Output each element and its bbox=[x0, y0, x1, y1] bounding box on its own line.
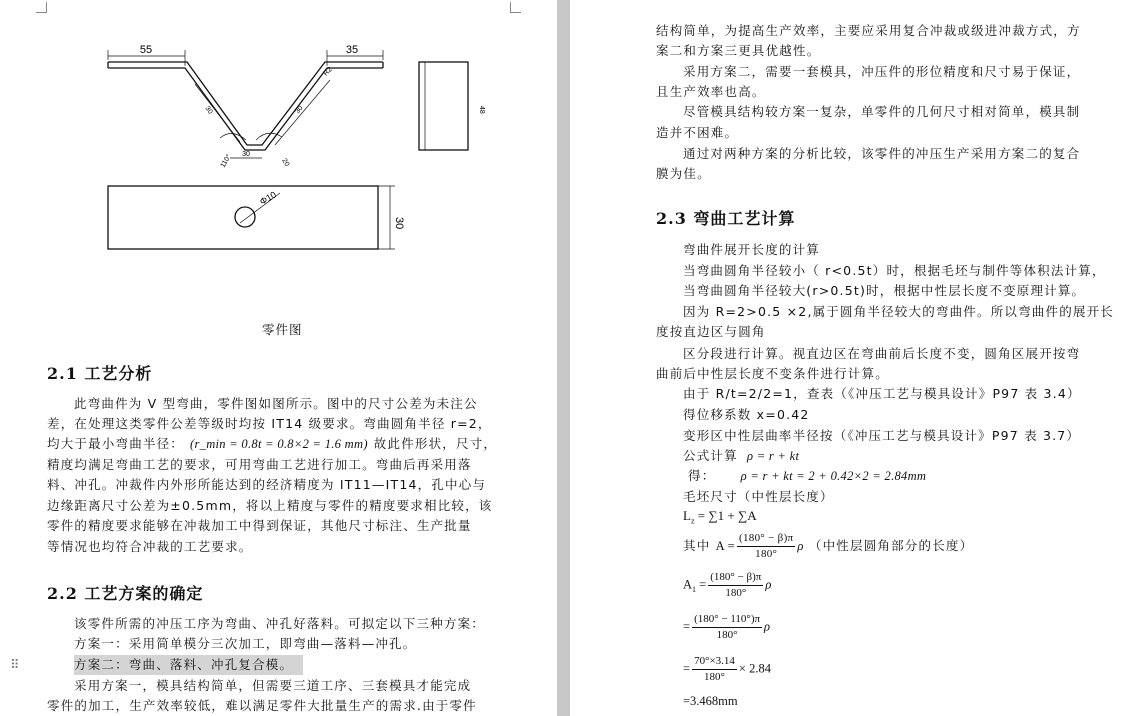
document-page-left bbox=[0, 0, 557, 716]
dim-110: 110° bbox=[219, 153, 233, 169]
paragraph-line bbox=[47, 434, 497, 454]
a1-substitution: = $\frac{(180^\circ - 110^\circ)\pi}{180^\circ}$ ρ bbox=[683, 613, 771, 641]
paragraph-line: 等情况也均符合冲裁的工艺要求。 bbox=[47, 539, 253, 554]
paragraph-line: 造并不困难。 bbox=[656, 125, 739, 140]
top-view bbox=[108, 186, 378, 249]
paragraph-line bbox=[683, 446, 799, 466]
dim-30-height: 30 bbox=[393, 217, 405, 230]
dim-55: 55 bbox=[139, 44, 153, 56]
inline-text: 均大于最小弯曲半径： bbox=[47, 436, 185, 451]
rmin-formula: (r_min = 0.8t = 0.8×2 = 1.6 mm) bbox=[190, 437, 368, 451]
paragraph-line: 区分段进行计算。视直边区在弯曲前后长度不变，圆角区展开按弯 bbox=[683, 346, 1081, 361]
paragraph-line: 弯曲件展开长度的计算 bbox=[683, 242, 821, 257]
blank-length-equation: $L_z = \sum 1 + \sum A$ bbox=[683, 508, 757, 526]
dim-30-left-slope: 30 bbox=[203, 105, 214, 116]
a-lhs: A = bbox=[715, 539, 736, 553]
rho-symbol: ρ bbox=[797, 539, 804, 553]
paragraph-line: 由于 R/t=2/2=1，查表（《冲压工艺与模具设计》P97 表 3.4） bbox=[683, 386, 1081, 401]
dim-phi10: Φ10 bbox=[258, 189, 278, 207]
section-2-3-title: 2.3 弯曲工艺计算 bbox=[656, 209, 796, 228]
paragraph-line: 通过对两种方案的分析比较，该零件的冲压生产采用方案二的复合 bbox=[683, 146, 1081, 161]
a1-result: =3.468mm bbox=[683, 694, 738, 708]
dim-30-bottom: 30 bbox=[242, 151, 250, 158]
paragraph-line: 案二和方案三更具优越性。 bbox=[656, 43, 821, 58]
inline-text: 其中 bbox=[683, 538, 711, 553]
a1-equation: $A_1$ = $\frac{(180^\circ - \beta)\pi}{180^\circ}$ ρ bbox=[683, 571, 772, 599]
dim-r2: R2 bbox=[322, 66, 334, 78]
inline-text: 得： bbox=[688, 468, 716, 483]
dim-30-right-slope: 30 bbox=[294, 104, 305, 116]
paragraph-line: 零件的精度要求能够在冲裁加工中得到保证，其他尺寸标注、生产批量 bbox=[47, 518, 472, 533]
inline-text: 公式计算 bbox=[683, 448, 738, 463]
paragraph-line: 毛坯尺寸（中性层长度） bbox=[683, 489, 834, 504]
a1-numeric: = $\frac{70^\circ\times 3.14}{180^\circ}$ × 2.84 bbox=[683, 655, 771, 683]
paragraph-line: 变形区中性层曲率半径按（《冲压工艺与模具设计》P97 表 3.7） bbox=[683, 428, 1081, 443]
paragraph-line: 尽管模具结构较方案一复杂，单零件的几何尺寸相对简单，模具制 bbox=[683, 104, 1081, 119]
paragraph-line: 边缘距离尺寸公差为±0.5mm，将以上精度与零件的精度要求相比较，该 bbox=[47, 498, 493, 513]
paragraph-line: 差，在处理这类零件公差等级时均按 IT14 级要求。弯曲圆角半径 r=2， bbox=[47, 416, 492, 431]
paragraph-line: 且生产效率也高。 bbox=[656, 84, 766, 99]
paragraph-line: 因为 R=2>0.5 ×2,属于圆角半径较大的弯曲件。所以弯曲件的展开长 bbox=[683, 304, 1115, 319]
side-view bbox=[419, 62, 468, 150]
paragraph-line: 当弯曲圆角半径较小（ r<0.5t）时，根据毛坯与制件等体积法计算， bbox=[683, 263, 1106, 278]
section-2-2-title: 2.2 工艺方案的确定 bbox=[47, 584, 204, 603]
part-drawing bbox=[0, 0, 557, 320]
paragraph-line: 方案一：采用简单模分三次加工，即弯曲—落料—冲孔。 bbox=[74, 636, 417, 651]
paragraph-line: 此弯曲件为 V 型弯曲，零件图如图所示。图中的尺寸公差为未注公 bbox=[74, 396, 478, 411]
paragraph-line: 精度均满足弯曲工艺的要求，可用弯曲工艺进行加工。弯曲后再采用落 bbox=[47, 457, 472, 472]
paragraph-line: 该零件所需的冲压工序为弯曲、冲孔好落料。可拟定以下三种方案： bbox=[74, 616, 486, 631]
paragraph-line: 膜为佳。 bbox=[656, 166, 711, 181]
paragraph-line: 曲前后中性层长度不变条件进行计算。 bbox=[656, 366, 889, 381]
equation-line bbox=[683, 530, 973, 562]
paragraph-line: 采用方案二，需要一套模具，冲压件的形位精度和尺寸易于保证， bbox=[683, 64, 1081, 79]
paragraph-line: 度按直边区与圆角 bbox=[656, 324, 766, 339]
paragraph-line: 采用方案一，模具结构简单，但需要三道工序、三套模具才能完成 bbox=[74, 678, 472, 693]
hole bbox=[235, 207, 255, 227]
selected-paragraph-line[interactable]: 方案二：弯曲、落料、冲孔复合模。 bbox=[74, 655, 303, 675]
paragraph-line: 得位移系数 x=0.42 bbox=[683, 407, 810, 422]
v-part-outer bbox=[108, 62, 383, 145]
figure-caption: 零件图 bbox=[262, 322, 303, 337]
dim-35: 35 bbox=[345, 44, 359, 56]
rho-formula: ρ = r + kt bbox=[747, 449, 800, 463]
paragraph-line: 料、冲孔。冲裁件内外形所能达到的经济精度为 IT11—IT14，孔中心与 bbox=[47, 477, 487, 492]
drag-handle-icon[interactable]: ⠿ bbox=[10, 658, 20, 673]
dim-48: 48 bbox=[478, 106, 485, 114]
section-2-1-title: 2.1 工艺分析 bbox=[47, 364, 153, 383]
v-part-inner bbox=[108, 68, 383, 150]
document-page-right bbox=[570, 0, 1138, 716]
paragraph-line bbox=[688, 466, 926, 486]
paragraph-line: 零件的加工，生产效率较低，难以满足零件大批量生产的需求.由于零件 bbox=[47, 698, 477, 713]
paragraph-line: 当弯曲圆角半径较大(r>0.5t)时，根据中性层长度不变原理计算。 bbox=[683, 283, 1086, 298]
inline-text: （中性层圆角部分的长度） bbox=[808, 538, 974, 553]
paragraph-line: 结构简单，为提高生产效率，主要应采用复合冲裁或级进冲裁方式，方 bbox=[656, 23, 1081, 38]
rho-value: ρ = r + kt = 2 + 0.42×2 = 2.84mm bbox=[740, 469, 927, 483]
inline-text: 故此件形状，尺寸， bbox=[373, 436, 498, 451]
dim-20: 20 bbox=[280, 157, 291, 168]
fraction: $\frac{(180^\circ - \beta)\pi}{180^\circ}$ bbox=[739, 532, 794, 560]
